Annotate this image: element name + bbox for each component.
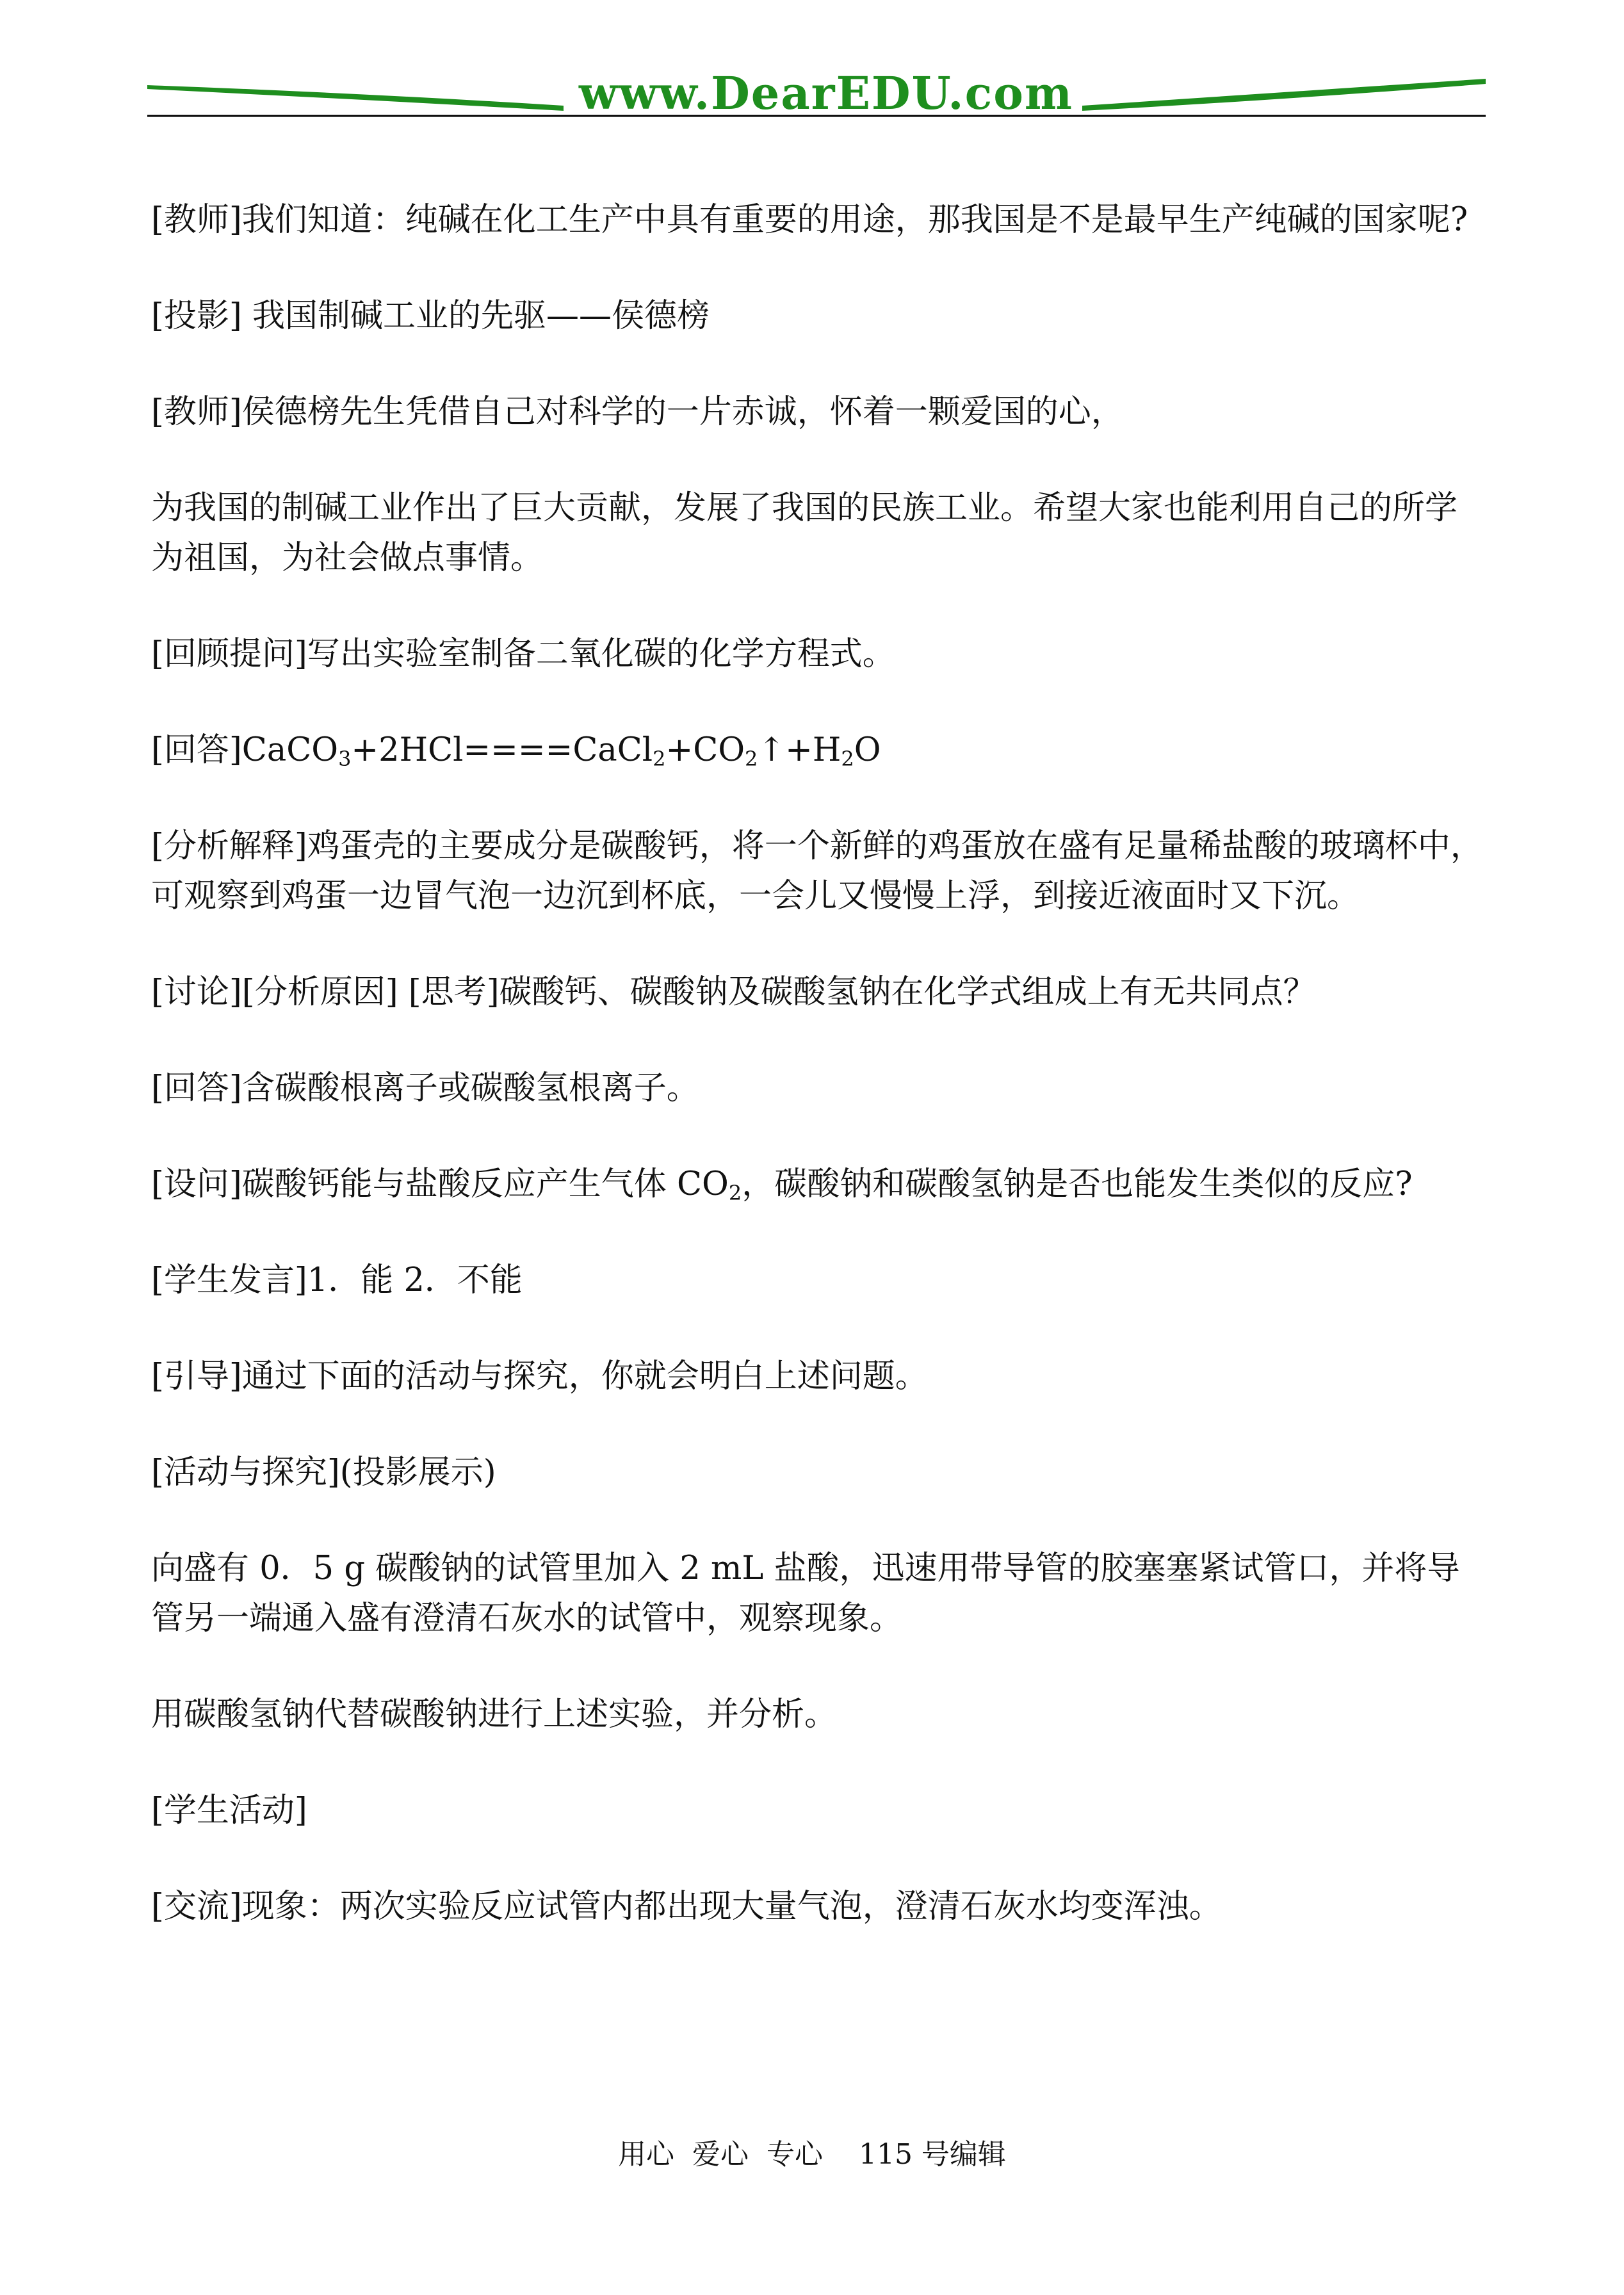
paragraph: [教师]我们知道：纯碱在化工生产中具有重要的用途，那我国是不是最早生产纯碱的国家呢?: [151, 201, 1468, 239]
paragraph: [引导]通过下面的活动与探究，你就会明白上述问题。: [151, 1358, 928, 1395]
page-footer: 用心 爱心 专心 115 号编辑: [618, 2138, 1006, 2171]
paragraph: 用碳酸氢钠代替碳酸钠进行上述实验，并分析。: [151, 1696, 838, 1733]
equation-text: +2HCl====CaCl: [351, 731, 653, 769]
question-text: ，碳酸钠和碳酸氢钠是否也能发生类似的反应?: [742, 1165, 1413, 1203]
right-swoosh: [1082, 79, 1486, 111]
site-logo-text: www.DearEDU.com: [578, 67, 1073, 120]
subscript: 3: [338, 747, 352, 771]
paragraph: [回顾提问]写出实验室制备二氧化碳的化学方程式。: [151, 635, 895, 673]
page-header: [147, 61, 1486, 125]
paragraph: [讨论][分析原因] [思考]碳酸钙、碳酸钠及碳酸氢钠在化学式组成上有无共同点？: [151, 973, 1316, 1011]
subscript: 2: [653, 747, 666, 771]
paragraph: [交流]现象：两次实验反应试管内都出现大量气泡，澄清石灰水均变浑浊。: [151, 1888, 1222, 1926]
question-paragraph: [151, 1160, 1483, 1210]
equation-text: [回答]CaCO: [151, 731, 339, 769]
paragraph: 向盛有 0．5 g 碳酸钠的试管里加入 2 mL 盐酸，迅速用带导管的胶塞塞紧试管口，并将导管另一端通入盛有澄清石灰水的试管中，观察现象。: [151, 1550, 1460, 1637]
left-swoosh: [147, 85, 564, 111]
equation-text: ↑+H: [758, 731, 841, 769]
paragraph: [分析解释]鸡蛋壳的主要成分是碳酸钙，将一个新鲜的鸡蛋放在盛有足量稀盐酸的玻璃杯中，可观察到鸡蛋一边冒气泡一边沉到杯底，一会儿又慢慢上浮，到接近液面时又下沉。: [151, 827, 1483, 915]
paragraph: [投影] 我国制碱工业的先驱——侯德榜: [151, 297, 710, 335]
equation-text: O: [854, 731, 881, 769]
paragraph: [活动与探究](投影展示): [151, 1454, 496, 1491]
paragraph: [教师]侯德榜先生凭借自己对科学的一片赤诚，怀着一颗爱国的心，: [151, 393, 1124, 431]
paragraph: 为我国的制碱工业作出了巨大贡献，发展了我国的民族工业。希望大家也能利用自己的所学为祖国，为社会做点事情。: [151, 489, 1458, 577]
subscript: 2: [745, 747, 758, 771]
paragraph: [回答]含碳酸根离子或碳酸氢根离子。: [151, 1069, 699, 1107]
paragraph: [学生发言]1．能 2．不能: [151, 1261, 523, 1299]
equation-text: +CO: [665, 731, 745, 769]
subscript: 2: [841, 747, 854, 771]
equation-paragraph: [151, 726, 1483, 775]
document-body: [151, 195, 1483, 1978]
question-text: [设问]碳酸钙能与盐酸反应产生气体 CO: [151, 1165, 729, 1203]
subscript: 2: [728, 1181, 742, 1205]
paragraph: [学生活动]: [151, 1792, 307, 1829]
